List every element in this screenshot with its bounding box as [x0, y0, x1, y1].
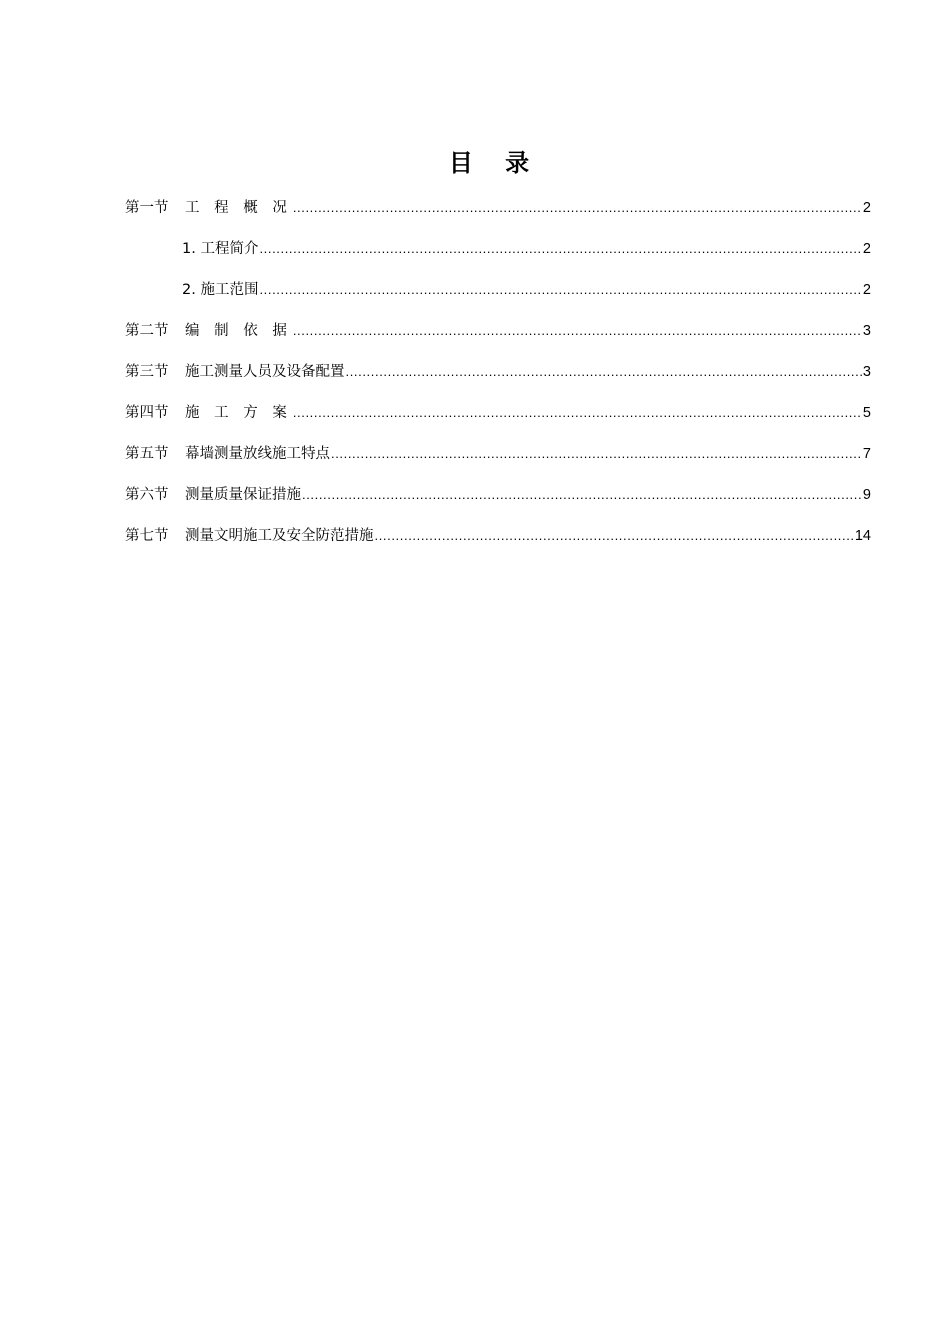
toc-entry[interactable] — [125, 526, 871, 567]
toc-subsection-title: 1. 工程简介 — [182, 241, 259, 257]
toc-section-number: 第五节 — [125, 446, 169, 462]
toc-dot-leader — [302, 485, 862, 505]
toc-page-number: 2 — [862, 200, 871, 216]
toc-section-number: 第三节 — [125, 364, 169, 380]
toc-page-number: 3 — [862, 364, 871, 380]
toc-dot-leader — [375, 526, 854, 546]
toc-entry[interactable] — [125, 321, 871, 362]
toc-dot-leader — [293, 321, 862, 341]
toc-dot-leader — [259, 280, 861, 300]
toc-page-number: 2 — [862, 241, 871, 257]
toc-dot-leader — [331, 444, 862, 464]
toc-entry[interactable] — [125, 239, 871, 280]
toc-section-title: 测量文明施工及安全防范措施 — [185, 528, 374, 544]
toc-section-number: 第二节 — [125, 323, 169, 339]
toc-section-number: 第四节 — [125, 405, 169, 421]
toc-dot-leader — [346, 362, 862, 382]
toc-entry[interactable] — [125, 485, 871, 526]
toc-entry[interactable] — [125, 280, 871, 321]
toc-entry[interactable] — [125, 362, 871, 403]
toc-section-title: 施 工 方 案 — [185, 405, 292, 421]
toc-dot-leader — [259, 239, 861, 259]
toc-title: 目 录 — [448, 149, 542, 177]
toc-page-number: 9 — [862, 487, 871, 503]
toc-section-title: 幕墙测量放线施工特点 — [185, 446, 330, 462]
toc-entry[interactable] — [125, 403, 871, 444]
toc-section-title: 测量质量保证措施 — [185, 487, 301, 503]
toc-section-title: 编 制 依 据 — [185, 323, 292, 339]
toc-dot-leader — [293, 198, 862, 218]
toc-subsection-title: 2. 施工范围 — [182, 282, 259, 298]
toc-page-number: 3 — [862, 323, 871, 339]
toc-entry[interactable] — [125, 444, 871, 485]
toc-section-number: 第六节 — [125, 487, 169, 503]
toc-page-number: 14 — [854, 528, 871, 544]
toc-list — [125, 198, 871, 567]
toc-section-number: 第七节 — [125, 528, 169, 544]
toc-section-title: 工 程 概 况 — [185, 200, 292, 216]
toc-entry[interactable] — [125, 198, 871, 239]
toc-page-number: 7 — [862, 446, 871, 462]
toc-section-title: 施工测量人员及设备配置 — [185, 364, 345, 380]
toc-dot-leader — [293, 403, 862, 423]
toc-section-number: 第一节 — [125, 200, 169, 216]
toc-page-number: 2 — [862, 282, 871, 298]
toc-page-number: 5 — [862, 405, 871, 421]
